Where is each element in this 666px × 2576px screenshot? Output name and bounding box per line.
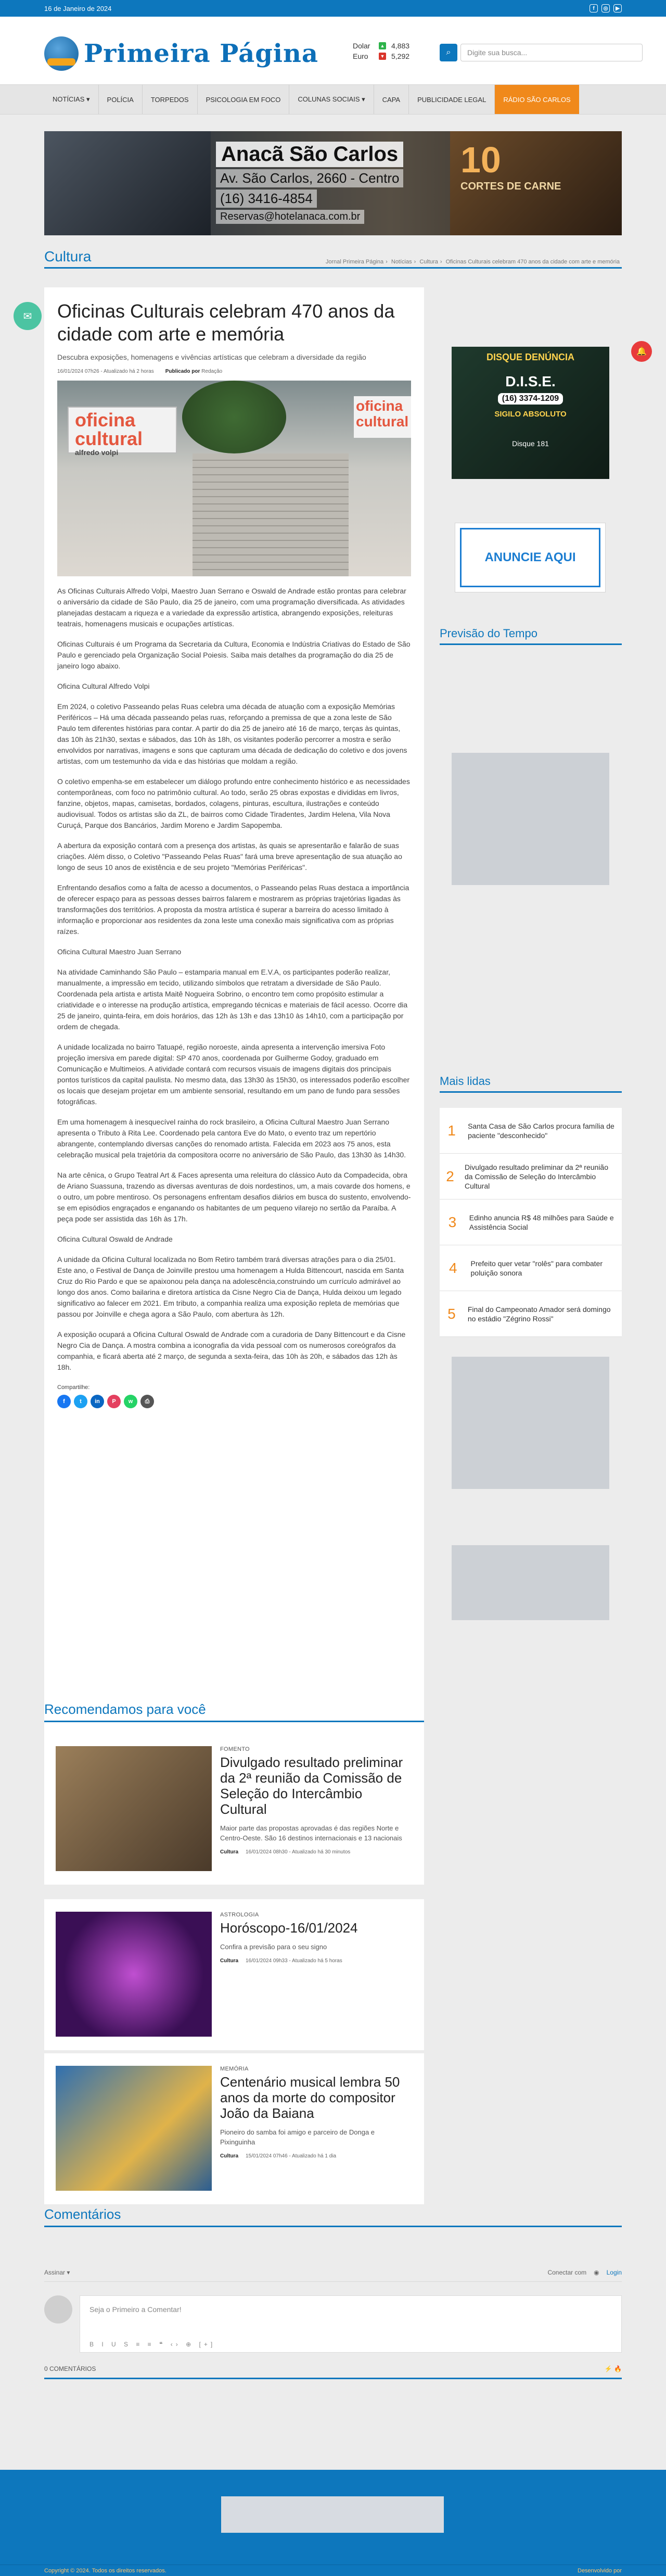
- current-date: 16 de Janeiro de 2024: [44, 4, 112, 12]
- sort-flame-icon[interactable]: ⚡ 🔥: [604, 2365, 622, 2372]
- article-paragraph: Em 2024, o coletivo Passeando pelas Ruas celebra uma década de atuação com a exposição Memórias Periféricos – Há uma década passeando pelas ruas, reforçando a premissa de que a zona leste de São Paulo tem diferentes histórias para contar. A partir do dia 25 de janeiro até 16 de março, terças às quintas, das 10h às 21h30, sextas e sábados, das 10h às 18h, os visitantes poderão percorrer a mostra e serão envolvidos por narrativas, imagens e sons que capturam uma década de dedicação do coletivo e dos jovens artistas, com um testemunho da vida e das histórias que moldam a região.: [57, 702, 407, 765]
- recommended-card[interactable]: MEMÓRIA Centenário musical lembra 50 anos da morte do compositor João da Baiana Pioneiro do samba foi amigo e parceiro de Donga e Pixinguinha Cultura 15/01/2024 07h46 - Atualizado há 1 dia: [44, 2053, 424, 2204]
- article-paragraph: Na atividade Caminhando São Paulo – estamparia manual em E.V.A, os participantes poderão realizar, manualmente, a impressão em tecido, utilizando símbolos que retratam a diversidade de São Paulo. Coordenada pela artista e artista Maitê Nogueira Sobrino, o encontro tem como propósito estimular a criatividade e o interesse na produção artística, empregando técnicas e materiais de fácil acesso. Ocorre dia 25 de janeiro, quinta-feira, em dois horários, das 12h às 13h e das 13h10 às 14h10, com a participação por ordem de chegada.: [57, 968, 408, 1031]
- recommended-headline[interactable]: Horóscopo-16/01/2024: [220, 1920, 358, 1936]
- nav-policia[interactable]: POLÍCIA: [99, 85, 143, 114]
- nav-psicologia[interactable]: PSICOLOGIA EM FOCO: [198, 85, 290, 114]
- linkedin-share-icon[interactable]: in: [91, 1395, 104, 1408]
- ad-image-left: [44, 131, 211, 235]
- social-links: [590, 4, 622, 12]
- hotel-ad-banner[interactable]: [44, 131, 622, 235]
- instagram-icon[interactable]: ◎: [601, 4, 610, 12]
- recommended-thumb: [56, 1912, 212, 2037]
- share-block: [57, 1384, 411, 1408]
- recommended-card[interactable]: FOMENTO Divulgado resultado preliminar da 2ª reunião da Comissão de Seleção do Intercâmbio Cultural Maior parte das propostas aprovadas é das regiões Norte e Centro-Oeste. São 16 destinos internacionais e 13 nacionais Cultura 16/01/2024 08h30 - Atualizado há 30 minutos: [44, 1734, 424, 1885]
- site-header: [0, 17, 666, 84]
- article-paragraph: O coletivo empenha-se em estabelecer um diálogo profundo entre conhecimento histórico e as necessidades contemporâneas, com foco no patrimônio cultural. Ao todo, serão 25 obras expostas e divididas em livros, fanzine, objetos, mapas, camisetas, bordados, colagens, pinturas, escultura, ilustrações e conteúdo audiovisual. Todos os artistas são da ZL, de bairros como Cidade Tiradentes, Jardim Helena, Vila Nova Curuçá, Parque dos Bancários, Jardim Moreno e Jardim Sapopemba.: [57, 777, 410, 829]
- article-paragraph: A exposição ocupará a Oficina Cultural Oswald de Andrade com a curadoria de Dany Bittencourt e da Cisne Negro Cia de Dança. A mostra combina a iconografia da vida pessoal com os numerosos coreógrafos da companhia, e ficará aberta até 2 março, de segunda a sexta-feira, das 10h às 20h, e sábados das 12h às 18h.: [57, 1330, 406, 1371]
- article-body: [57, 586, 411, 1373]
- article-subheading: Oficina Cultural Alfredo Volpi: [57, 682, 150, 690]
- footer-bottom: [0, 2565, 666, 2576]
- article-paragraph: Enfrentando desafios como a falta de acesso a documentos, o Passeando pelas Ruas destaca a importância de oferecer espaço para as pessoas desses bairros falarem e mostrarem as próprias trajetórias ligadas às transformações dos territórios. A proposta da mostra artística é superar a barreira do acesso limitado à informação e proporcionar aos residentes da zona leste uma conexão mais significativa com as próprias raízes.: [57, 883, 409, 936]
- article-hero-image: [57, 381, 411, 576]
- facebook-icon[interactable]: f: [590, 4, 598, 12]
- avatar: [44, 2295, 72, 2324]
- hero-stairs: [193, 453, 349, 576]
- disque-denuncia-ad[interactable]: DISQUE DENÚNCIA D.I.S.E. (16) 3374-1209 SIGILO ABSOLUTO Disque 181: [452, 347, 609, 479]
- section-header: [44, 250, 622, 269]
- developer-credit[interactable]: Desenvolvido por: [578, 2567, 622, 2574]
- nav-colunas-sociais[interactable]: COLUNAS SOCIAIS ▾: [289, 85, 374, 114]
- search-icon: ⌕: [446, 48, 451, 57]
- breadcrumb-cultura[interactable]: Cultura: [419, 259, 438, 265]
- currency-quotes: [353, 41, 409, 61]
- weather-widget: [452, 753, 609, 885]
- most-read-item[interactable]: 1 Santa Casa de São Carlos procura família de paciente "desconhecido": [440, 1108, 622, 1154]
- arrow-up-icon: ▲: [379, 42, 386, 49]
- search-input[interactable]: Digite sua busca...: [460, 44, 643, 61]
- bell-icon: 🔔: [636, 347, 647, 356]
- search-bar: [440, 44, 643, 61]
- breadcrumb-home[interactable]: Jornal Primeira Página: [325, 259, 384, 265]
- ad-hotel-name: Anacã São Carlos: [216, 142, 403, 167]
- arrow-down-icon: ▼: [379, 53, 386, 60]
- logo-text: Primeira Página: [84, 39, 318, 68]
- most-read-title: Mais lidas: [440, 1075, 622, 1093]
- nav-capa[interactable]: CAPA: [374, 85, 409, 114]
- sidebar-ad-placeholder: [452, 1357, 609, 1489]
- recommended-card[interactable]: ASTROLOGIA Horóscopo-16/01/2024 Confira a previsão para o seu signo Cultura 16/01/2024 09h33 - Atualizado há 5 horas: [44, 1899, 424, 2050]
- hero-sign: oficina cultural alfredo volpi: [68, 407, 177, 453]
- recommended-headline[interactable]: Divulgado resultado preliminar da 2ª reunião da Comissão de Seleção do Intercâmbio Cultural: [220, 1754, 403, 1817]
- share-label: Compartilhe:: [57, 1384, 90, 1391]
- recommended-thumb: [56, 2066, 212, 2191]
- nav-noticias[interactable]: NOTÍCIAS ▾: [44, 85, 99, 114]
- ad-hotel-phone: (16) 3416-4854: [216, 190, 317, 208]
- nav-torpedos[interactable]: TORPEDOS: [143, 85, 198, 114]
- footer-ad-placeholder: [221, 2496, 444, 2533]
- comment-placeholder: Seja o Primeiro a Comentar!: [89, 2305, 182, 2314]
- twitter-share-icon[interactable]: t: [74, 1395, 87, 1408]
- social-login-icon[interactable]: ◉: [594, 2269, 599, 2276]
- most-read-item[interactable]: 3 Edinho anuncia R$ 48 milhões para Saúde e Assistência Social: [440, 1199, 622, 1245]
- hero-tree: [182, 381, 286, 453]
- site-logo[interactable]: [44, 36, 318, 71]
- weather-title: Previsão do Tempo: [440, 627, 622, 645]
- main-nav: [0, 84, 666, 115]
- ad-meat-promo: 10 CORTES DE CARNE: [460, 140, 561, 192]
- article-author-block: Publicado por Redação: [165, 369, 223, 374]
- recommended-title: Recomendamos para você: [44, 1701, 424, 1722]
- quote-dolar: Dolar ▲ 4,883: [353, 42, 410, 50]
- nav-publicidade-legal[interactable]: PUBLICIDADE LEGAL: [409, 85, 495, 114]
- facebook-share-icon[interactable]: f: [57, 1395, 71, 1408]
- logo-globe-icon: [44, 36, 79, 71]
- quote-euro: Euro ▼ 5,292: [353, 52, 410, 60]
- article-meta: [57, 369, 411, 374]
- copyright: Copyright © 2024. Todos os direitos reservados.: [44, 2567, 166, 2574]
- editor-toolbar[interactable]: B I U S ≡ ≡ ❝ ‹› ⊕ [+]: [89, 2341, 216, 2348]
- breadcrumb: Jornal Primeira Página › Notícias › Cultura › Oficinas Culturais celebram 470 anos da cidade com arte e memória: [325, 259, 620, 265]
- article-paragraph: As Oficinas Culturais Alfredo Volpi, Maestro Juan Serrano e Oswald de Andrade estão prontas para celebrar o aniversário da cidade de São Paulo, dia 25 de janeiro, com uma programação diversificada. As atividades planejadas destacam a riqueza e a variedade da expressão artística, abrangendo exposições, releituras teatrais, homenagens musicais e ocupações artísticas.: [57, 587, 406, 628]
- article-lead: Descubra exposições, homenagens e vivências artísticas que celebram a diversidade da região: [57, 353, 366, 361]
- whatsapp-share-icon[interactable]: w: [124, 1395, 137, 1408]
- most-read-item[interactable]: 5 Final do Campeonato Amador será domingo no estádio "Zégrino Rossi": [440, 1291, 622, 1337]
- article-paragraph: Na arte cênica, o Grupo Teatral Art & Faces apresenta uma releitura do clássico Auto da Compadecida, obra de Ariano Suassuna, trazendo as diversas aventuras de dois nordestinos, um, a mais covarde dos homens, e o outro, um pobre mentiroso. Os personagens enfrentam desafios diários em busca do sustento, envolvendo-se em episódios engraçados e enganando os habitantes de um pequeno vilarejo no sertão da Paraíba. A peça pode ser assistida das 16h às 17h.: [57, 1171, 411, 1223]
- breadcrumb-noticias[interactable]: Notícias: [391, 259, 412, 265]
- article-paragraph: Em uma homenagem à inesquecível rainha do rock brasileiro, a Oficina Cultural Maestro Juan Serrano apresenta o Tributo à Rita Lee. Coordenado pela cantora Eve do Mato, o evento traz um repertório abrangente, contemplando diversas canções do renomado artista. Falecida em 2023 aos 75 anos, esta celebração musical pela trajetória da compositora ocorre no aniversário de São Paulo, das 13h30 às 14h30.: [57, 1118, 406, 1159]
- nav-radio-sao-carlos[interactable]: RÁDIO SÃO CARLOS: [495, 85, 579, 114]
- chat-button[interactable]: [14, 302, 42, 330]
- comment-editor[interactable]: [80, 2295, 622, 2353]
- comment-count: 0 COMENTÁRIOS: [44, 2365, 96, 2372]
- connect-label: Conectar com: [547, 2269, 587, 2276]
- hero-sign-right: oficina cultural: [354, 396, 411, 438]
- chat-icon: ✉: [23, 310, 32, 322]
- pinterest-share-icon[interactable]: P: [107, 1395, 121, 1408]
- anuncie-aqui-ad[interactable]: ANUNCIE AQUI: [455, 523, 606, 592]
- section-title: Cultura: [44, 248, 92, 264]
- login-button[interactable]: Login: [606, 2269, 622, 2276]
- comments-section: [44, 2269, 622, 2379]
- top-bar: [0, 0, 666, 17]
- footer: [0, 2470, 666, 2565]
- article-date: 16/01/2024 07h26 - Atualizado há 2 horas: [57, 369, 154, 374]
- subscribe-dropdown[interactable]: Assinar ▾: [44, 2269, 70, 2276]
- breadcrumb-current: Oficinas Culturais celebram 470 anos da cidade com arte e memória: [445, 259, 620, 265]
- search-button[interactable]: [440, 44, 457, 61]
- article-paragraph: Oficinas Culturais é um Programa da Secretaria da Cultura, Economia e Indústria Criativas do Estado de São Paulo e gerenciado pela Organização Social Poiesis. Saiba mais detalhes da programação do dia 25 de janeiro logo abaixo.: [57, 640, 411, 670]
- article: [44, 287, 424, 1853]
- recommended-headline[interactable]: Centenário musical lembra 50 anos da morte do compositor João da Baiana: [220, 2074, 400, 2121]
- article-paragraph: A abertura da exposição contará com a presença dos artistas, às quais se apresentarão e falarão de suas criações. Além disso, o Coletivo "Passeando Pelas Ruas" fará uma breve apresentação de sua atuação ao longo de seus 10 anos de existência e de seu projeto "Memórias Periféricas".: [57, 841, 402, 872]
- most-read-item[interactable]: 2 Divulgado resultado preliminar da 2ª reunião da Comissão de Seleção do Intercâmbio Cultural: [440, 1154, 622, 1199]
- ad-hotel-address: Av. São Carlos, 2660 - Centro: [216, 169, 403, 187]
- print-icon[interactable]: ⎙: [140, 1395, 154, 1408]
- article-subheading: Oficina Cultural Maestro Juan Serrano: [57, 948, 182, 956]
- article-paragraph: A unidade da Oficina Cultural localizada no Bom Retiro também trará diversas atrações para o dia 25/01. Este ano, o Festival de Dança de Joinville prestou uma homenagem a Hulda Bittencourt, nascida em Santa Cruz do Rio Pardo e que se apaixonou pela dança na adolescência,construindo um currículo admirável ao longo dos anos. Como bailarina e diretora artística da Cisne Negro Cia de Dança, Hulda deixou um legado significativo ao falecer em 2021. Em tributo, a companhia realiza uma exposição repleta de memórias que passou por Joinville e chega agora a São Paulo, com abertura às 12h.: [57, 1255, 404, 1318]
- article-title: Oficinas Culturais celebram 470 anos da cidade com arte e memória: [57, 300, 395, 345]
- ad-hotel-info: [216, 142, 445, 230]
- share-icons: [57, 1395, 411, 1408]
- article-subheading: Oficina Cultural Oswald de Andrade: [57, 1235, 173, 1243]
- article-author: Redação: [201, 369, 223, 374]
- recommended-thumb: [56, 1746, 212, 1871]
- most-read-list: [440, 1108, 622, 1337]
- article-paragraph: A unidade localizada no bairro Tatuapé, região noroeste, ainda apresenta a intervenção imersiva Foto projeção imersiva em parede digital: SP 470 anos, coordenada por Guilherme Godoy, graduado em Comunicação e Multimeios. A atividade contará com recursos visuais de imagens digitais dos principais pontos turísticos da capital paulista. No mesmo data, das 13h30 às 15h30, os interessados poderão escolher os locais que desejam projetar em um ambiente sensorial, resultando em um pano de fundo para sessões fotográficas.: [57, 1043, 410, 1106]
- ad-hotel-email: Reservas@hotelanaca.com.br: [216, 210, 364, 224]
- youtube-icon[interactable]: ▶: [613, 4, 622, 12]
- notification-button[interactable]: [631, 341, 652, 362]
- most-read-item[interactable]: 4 Prefeito quer vetar "rolês" para combater poluição sonora: [440, 1245, 622, 1291]
- comments-title: Comentários: [44, 2206, 622, 2227]
- sidebar-ad-placeholder: [452, 1545, 609, 1620]
